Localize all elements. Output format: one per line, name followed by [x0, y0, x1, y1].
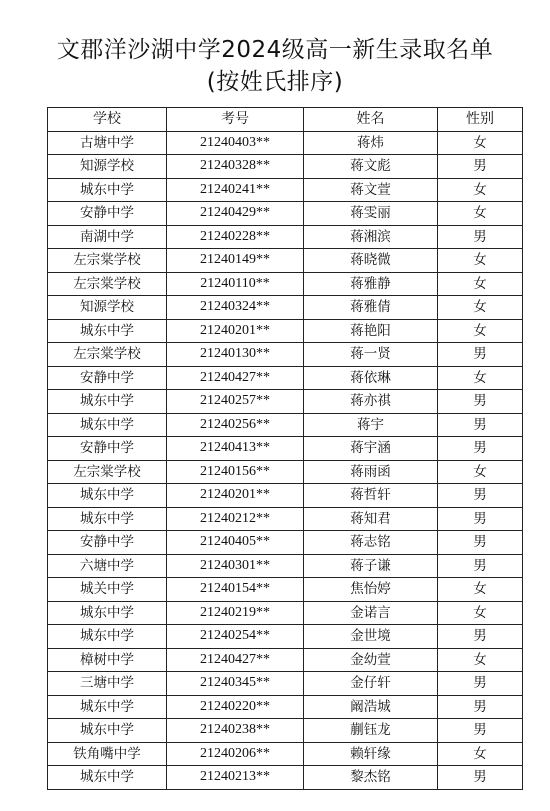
- cell-exam-number: 21240219**: [167, 601, 304, 625]
- cell-name: 蒯钰龙: [304, 719, 438, 743]
- cell-exam-number: 21240429**: [167, 202, 304, 226]
- table-row: [48, 249, 523, 273]
- cell-gender: 男: [438, 390, 523, 414]
- table-row: [48, 531, 523, 555]
- cell-gender: 女: [438, 249, 523, 273]
- cell-gender: 男: [438, 343, 523, 367]
- cell-name: 蒋文彪: [304, 155, 438, 179]
- cell-school: 安静中学: [48, 437, 167, 461]
- cell-gender: 女: [438, 742, 523, 766]
- cell-name: 蒋志铭: [304, 531, 438, 555]
- cell-exam-number: 21240238**: [167, 719, 304, 743]
- cell-gender: 男: [438, 507, 523, 531]
- cell-exam-number: 21240301**: [167, 554, 304, 578]
- cell-gender: 男: [438, 155, 523, 179]
- cell-gender: 女: [438, 272, 523, 296]
- cell-school: 左宗棠学校: [48, 343, 167, 367]
- cell-school: 左宗棠学校: [48, 249, 167, 273]
- cell-school: 城东中学: [48, 625, 167, 649]
- table-row: [48, 202, 523, 226]
- table-row: [48, 155, 523, 179]
- cell-gender: 女: [438, 578, 523, 602]
- cell-name: 金幼萱: [304, 648, 438, 672]
- cell-gender: 女: [438, 202, 523, 226]
- cell-gender: 女: [438, 460, 523, 484]
- header-exam-number: 考号: [167, 108, 304, 132]
- cell-name: 黎杰铭: [304, 766, 438, 790]
- table-row: [48, 742, 523, 766]
- cell-name: 赖轩缘: [304, 742, 438, 766]
- cell-name: 蒋艳阳: [304, 319, 438, 343]
- cell-school: 城东中学: [48, 484, 167, 508]
- cell-gender: 男: [438, 625, 523, 649]
- cell-exam-number: 21240201**: [167, 484, 304, 508]
- cell-exam-number: 21240345**: [167, 672, 304, 696]
- cell-school: 城东中学: [48, 319, 167, 343]
- cell-name: 蒋宇涵: [304, 437, 438, 461]
- table-header-row: [48, 108, 523, 132]
- cell-exam-number: 21240257**: [167, 390, 304, 414]
- cell-name: 蒋雅静: [304, 272, 438, 296]
- cell-gender: 男: [438, 225, 523, 249]
- cell-school: 樟树中学: [48, 648, 167, 672]
- cell-gender: 男: [438, 484, 523, 508]
- cell-school: 城关中学: [48, 578, 167, 602]
- cell-name: 金世境: [304, 625, 438, 649]
- table-row: [48, 601, 523, 625]
- table-row: [48, 131, 523, 155]
- cell-exam-number: 21240212**: [167, 507, 304, 531]
- cell-name: 蒋依琳: [304, 366, 438, 390]
- cell-exam-number: 21240156**: [167, 460, 304, 484]
- cell-name: 蒋亦祺: [304, 390, 438, 414]
- cell-exam-number: 21240427**: [167, 648, 304, 672]
- cell-gender: 男: [438, 695, 523, 719]
- table-row: [48, 695, 523, 719]
- cell-exam-number: 21240228**: [167, 225, 304, 249]
- table-row: [48, 437, 523, 461]
- cell-exam-number: 21240213**: [167, 766, 304, 790]
- cell-gender: 女: [438, 601, 523, 625]
- cell-exam-number: 21240241**: [167, 178, 304, 202]
- table-row: [48, 366, 523, 390]
- cell-gender: 女: [438, 131, 523, 155]
- cell-school: 三塘中学: [48, 672, 167, 696]
- cell-gender: 女: [438, 296, 523, 320]
- cell-school: 左宗棠学校: [48, 272, 167, 296]
- cell-exam-number: 21240206**: [167, 742, 304, 766]
- table-row: [48, 484, 523, 508]
- document-header: [0, 34, 550, 98]
- cell-school: 南湖中学: [48, 225, 167, 249]
- cell-exam-number: 21240256**: [167, 413, 304, 437]
- admission-table: [47, 107, 523, 790]
- cell-exam-number: 21240154**: [167, 578, 304, 602]
- cell-exam-number: 21240413**: [167, 437, 304, 461]
- cell-school: 安静中学: [48, 202, 167, 226]
- cell-gender: 男: [438, 437, 523, 461]
- cell-name: 蒋炜: [304, 131, 438, 155]
- cell-gender: 男: [438, 766, 523, 790]
- cell-school: 左宗棠学校: [48, 460, 167, 484]
- cell-name: 阚浩城: [304, 695, 438, 719]
- cell-school: 古塘中学: [48, 131, 167, 155]
- cell-name: 焦怡婷: [304, 578, 438, 602]
- cell-school: 知源学校: [48, 155, 167, 179]
- table-row: [48, 507, 523, 531]
- cell-exam-number: 21240328**: [167, 155, 304, 179]
- cell-exam-number: 21240254**: [167, 625, 304, 649]
- table-row: [48, 178, 523, 202]
- document-title: 文郡洋沙湖中学2024级高一新生录取名单: [56, 37, 494, 63]
- cell-name: 蒋湘滨: [304, 225, 438, 249]
- cell-school: 城东中学: [48, 390, 167, 414]
- cell-gender: 男: [438, 554, 523, 578]
- cell-gender: 女: [438, 319, 523, 343]
- table-row: [48, 343, 523, 367]
- cell-name: 蒋晓微: [304, 249, 438, 273]
- table-row: [48, 272, 523, 296]
- table-row: [48, 554, 523, 578]
- cell-exam-number: 21240220**: [167, 695, 304, 719]
- cell-school: 城东中学: [48, 601, 167, 625]
- cell-name: 金诺言: [304, 601, 438, 625]
- document-subtitle: (按姓氏排序): [206, 69, 344, 95]
- table-row: [48, 578, 523, 602]
- cell-gender: 女: [438, 648, 523, 672]
- cell-school: 城东中学: [48, 695, 167, 719]
- cell-school: 城东中学: [48, 413, 167, 437]
- cell-exam-number: 21240130**: [167, 343, 304, 367]
- cell-gender: 男: [438, 719, 523, 743]
- cell-name: 金仔轩: [304, 672, 438, 696]
- cell-school: 城东中学: [48, 766, 167, 790]
- table-row: [48, 719, 523, 743]
- cell-name: 蒋雨函: [304, 460, 438, 484]
- cell-exam-number: 21240427**: [167, 366, 304, 390]
- cell-exam-number: 21240201**: [167, 319, 304, 343]
- table-row: [48, 296, 523, 320]
- table-row: [48, 648, 523, 672]
- cell-exam-number: 21240324**: [167, 296, 304, 320]
- cell-gender: 男: [438, 531, 523, 555]
- cell-name: 蒋一贤: [304, 343, 438, 367]
- cell-exam-number: 21240110**: [167, 272, 304, 296]
- header-school: 学校: [48, 108, 167, 132]
- header-name: 姓名: [304, 108, 438, 132]
- cell-name: 蒋哲轩: [304, 484, 438, 508]
- table-row: [48, 460, 523, 484]
- cell-school: 城东中学: [48, 507, 167, 531]
- table-row: [48, 413, 523, 437]
- cell-gender: 男: [438, 672, 523, 696]
- cell-school: 六塘中学: [48, 554, 167, 578]
- table-row: [48, 625, 523, 649]
- cell-school: 城东中学: [48, 178, 167, 202]
- table-row: [48, 390, 523, 414]
- cell-exam-number: 21240149**: [167, 249, 304, 273]
- cell-gender: 女: [438, 178, 523, 202]
- cell-exam-number: 21240403**: [167, 131, 304, 155]
- table-row: [48, 672, 523, 696]
- cell-name: 蒋雯丽: [304, 202, 438, 226]
- cell-exam-number: 21240405**: [167, 531, 304, 555]
- table-row: [48, 225, 523, 249]
- cell-name: 蒋文萱: [304, 178, 438, 202]
- table-body: [48, 131, 523, 789]
- cell-school: 安静中学: [48, 366, 167, 390]
- header-gender: 性别: [438, 108, 523, 132]
- cell-name: 蒋雅倩: [304, 296, 438, 320]
- cell-name: 蒋子谦: [304, 554, 438, 578]
- cell-gender: 女: [438, 366, 523, 390]
- table-row: [48, 319, 523, 343]
- cell-name: 蒋宇: [304, 413, 438, 437]
- cell-name: 蒋知君: [304, 507, 438, 531]
- table-row: [48, 766, 523, 790]
- cell-gender: 男: [438, 413, 523, 437]
- cell-school: 城东中学: [48, 719, 167, 743]
- cell-school: 安静中学: [48, 531, 167, 555]
- cell-school: 知源学校: [48, 296, 167, 320]
- cell-school: 铁角嘴中学: [48, 742, 167, 766]
